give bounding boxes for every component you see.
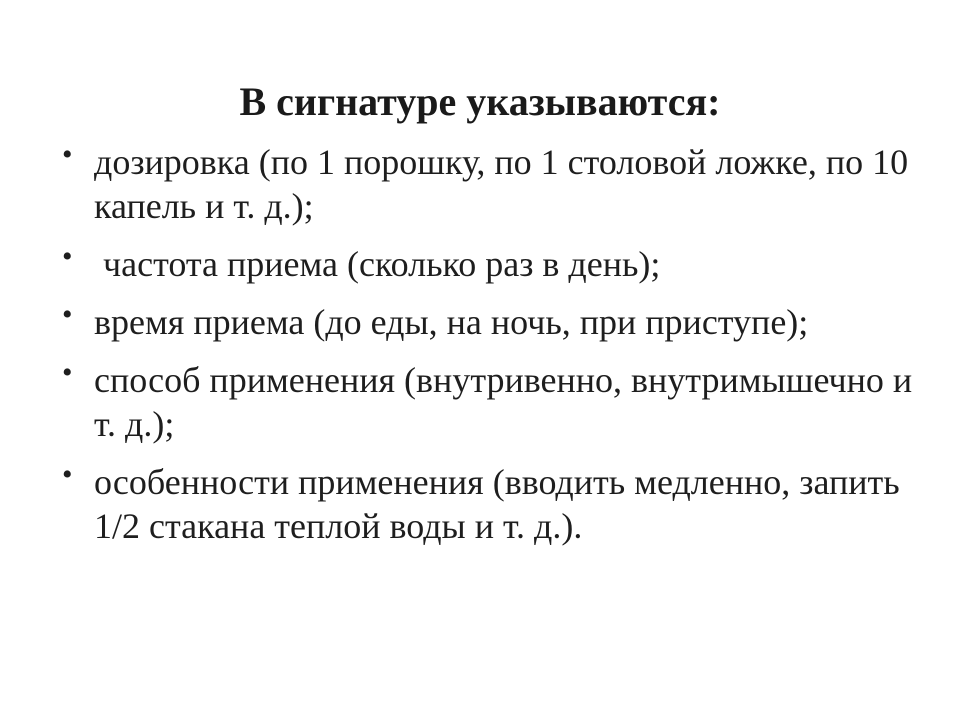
bullet-text: особенности применения (вводить медленно, запить 1/2 стакана теплой воды и т. д.).	[94, 462, 900, 546]
bullet-text: частота приема (сколько раз в день);	[94, 244, 661, 284]
bullet-icon: •	[62, 356, 73, 389]
bullet-item-method	[56, 358, 916, 446]
bullet-item-dosage	[56, 140, 916, 228]
bullet-icon: •	[62, 240, 73, 273]
bullet-icon: •	[62, 138, 73, 171]
bullet-icon: •	[62, 458, 73, 491]
bullet-item-frequency	[56, 242, 916, 286]
bullet-text: способ применения (внутривенно, внутримышечно и т. д.);	[94, 360, 913, 444]
slide-title: В сигнатуре указываются:	[239, 79, 721, 124]
bullet-list	[56, 140, 916, 562]
bullet-item-specifics	[56, 460, 916, 548]
bullet-item-time	[56, 300, 916, 344]
bullet-text: дозировка (по 1 порошку, по 1 столовой ложке, по 10 капель и т. д.);	[94, 142, 909, 226]
bullet-icon: •	[62, 298, 73, 331]
bullet-text: время приема (до еды, на ночь, при приступе);	[94, 302, 809, 342]
